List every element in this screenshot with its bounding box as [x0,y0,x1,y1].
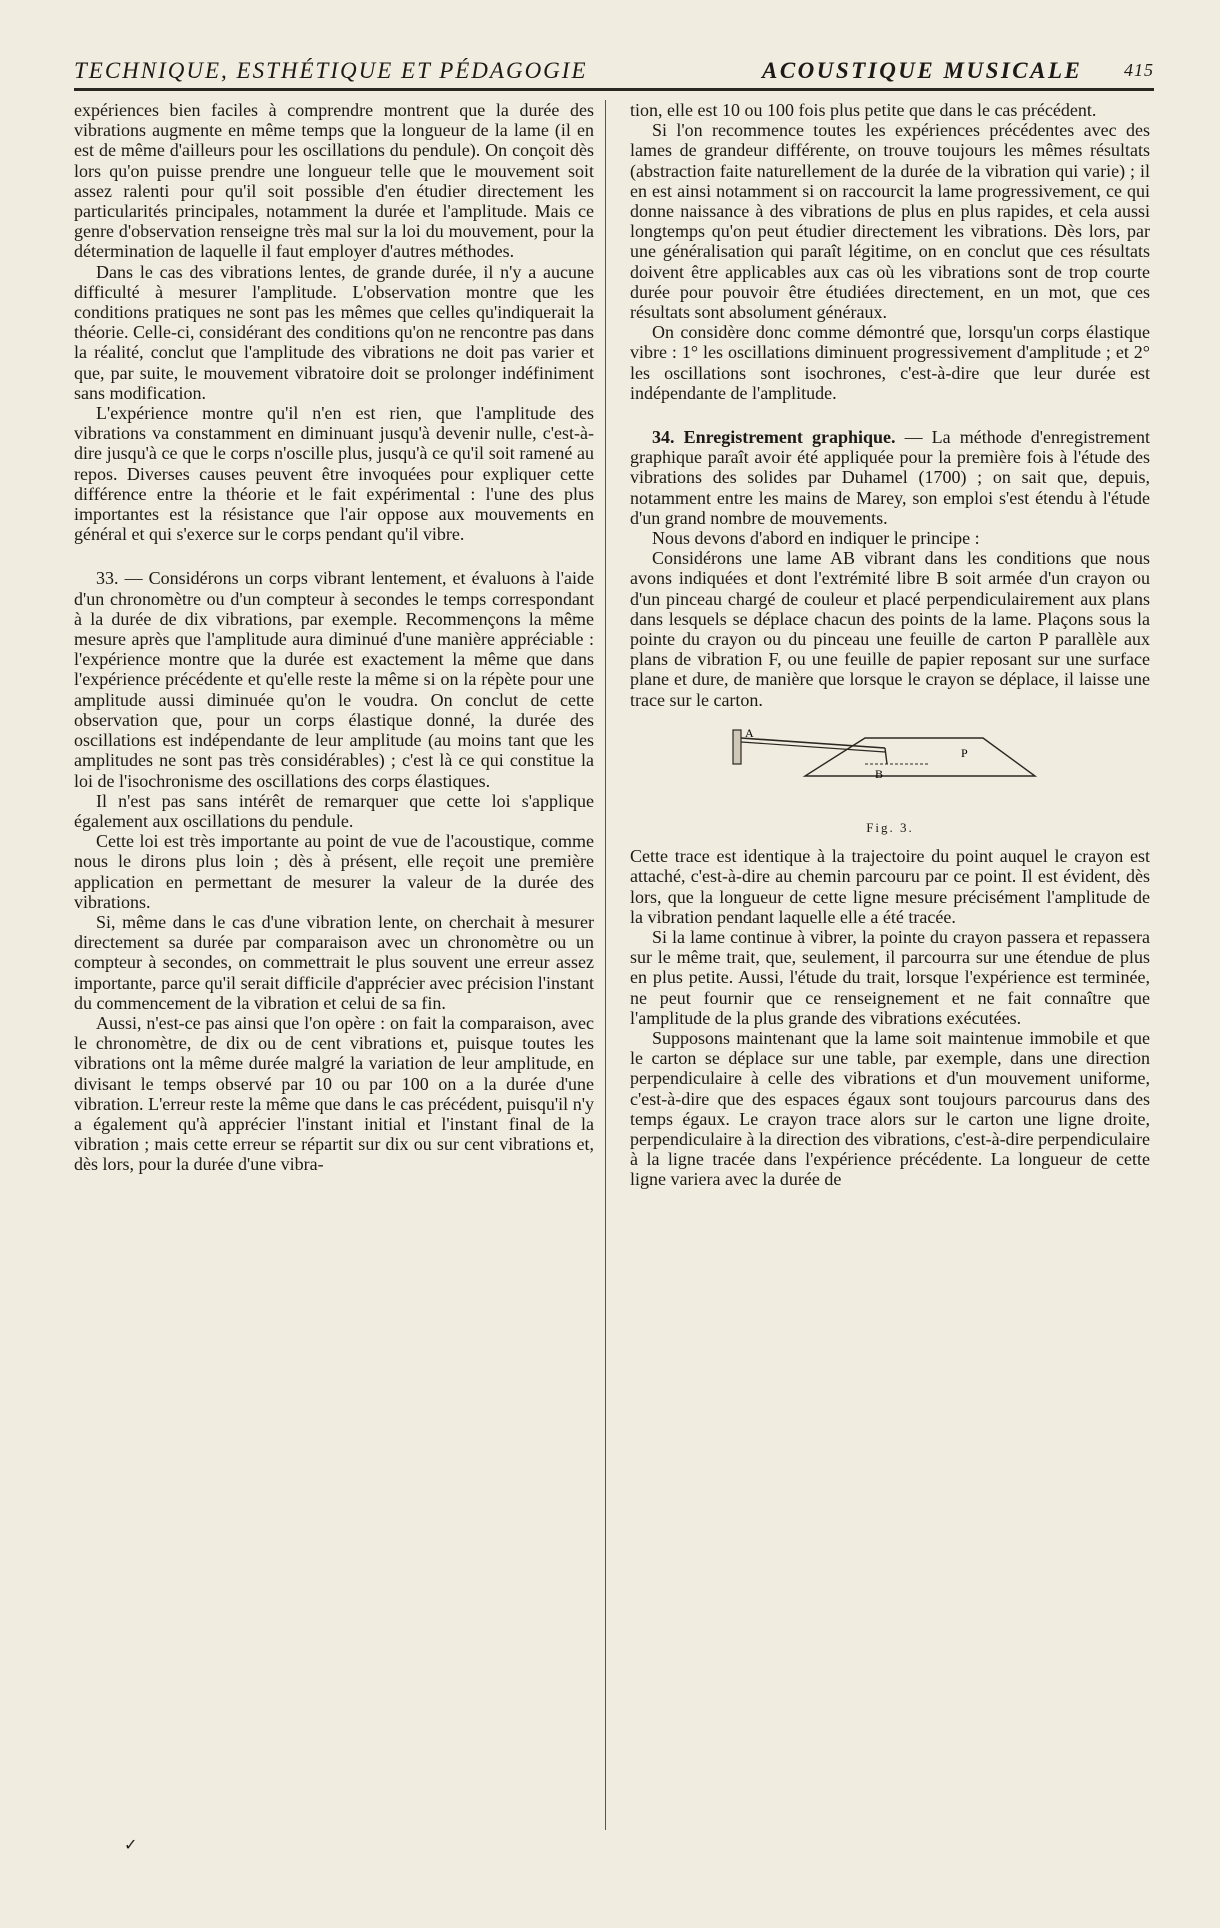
running-header [74,52,1154,91]
section-heading: 34. Enregistrement graphique. [652,427,896,448]
lame-carton-diagram [725,724,1055,814]
paragraph: Il n'est pas sans intérêt de remarquer que cette loi s'applique également aux oscillations du pendule. [74,790,594,831]
right-column [630,100,1150,1190]
clamp-block [733,730,741,764]
paragraph: Dans le cas des vibrations lentes, de grande durée, il n'y a aucune difficulté à mesurer l'amplitude. L'observation montre que les conditions pratiques ne sont pas les mêmes que celles qu'indiquerait la théorie. Celle-ci, considérant des conditions qu'on ne rencontre pas dans la réalité, conclut que l'amplitude des vibrations ne doit pas varier et que, par suite, le mouvement vibratoire doit se prolonger indéfiniment sans modification. [74,261,594,403]
paragraph: expériences bien faciles à comprendre montrent que la durée des vibrations augmente en même temps que la longueur de la lame (il en est de même d'ailleurs pour les oscillations du pendule). On conçoit dès lors qu'on puisse prendre une longueur telle que le mouvement soit assez ralenti pour qu'il soit possible d'en étudier directement les particularités principales, notamment la durée et l'amplitude. Mais ce genre d'observation renseigne très mal sur la loi du mouvement, pour la détermination de laquelle il faut employer d'autres méthodes. [74,100,594,262]
paragraph: Nous devons d'abord en indiquer le principe : [652,528,980,549]
crayon [885,748,887,764]
paragraph: Si la lame continue à vibrer, la pointe du crayon passera et repassera sur le même trait, que, seulement, il parcourra sur une étendue de plus en plus petite. Aussi, l'étude du trait, lorsque l'expérience est terminée, ne peut fournir que ce renseignement et ne fait connaître que l'amplitude de la plus grande des vibrations exécutées. [630,926,1150,1028]
header-left-title: TECHNIQUE, ESTHÉTIQUE ET PÉDAGOGIE [74,58,588,83]
section-number: 33. [96,568,119,589]
carton-p [805,738,1035,776]
paragraph: Si l'on recommence toutes les expériences précédentes avec des lames de grandeur différente, on trouve toujours les mêmes résultats (abstraction faite naturellement de la durée de la vibration qui varie) ; il en est ainsi notamment si on raccourcit la lame progressivement, ce qui donne naissance à des vibrations de plus en plus rapides, et cela aussi longtemps qu'on peut étudier directement les vibrations. Dès lors, par une généralisation qui paraît légitime, on en conclut que ces résultats doivent être applicables aux cas où les vibrations sont de trop courte durée pour pouvoir être étudiées directement, en un mot, que ces résultats sont absolument généraux. [630,120,1150,323]
paragraph: Cette loi est très importante au point de vue de l'acoustique, comme nous le dirons plus loin ; dès à présent, elle reçoit une première application en permettant de mesurer la valeur de la durée des vibrations. [74,831,594,912]
figure-caption: Fig. 3. [866,819,914,835]
section-text: — Considérons un corps vibrant lentement, et évaluons à l'aide d'un chronomètre ou d'un compteur à secondes le temps correspondant à la durée de dix vibrations, par exemple. Recommençons la même mesure après que l'amplitude aura diminué d'une manière appréciable : l'expérience montre que la durée est exactement la même que dans l'expérience précédente et qu'elle reste la même si on la répète pour une amplitude aussi diminuée qu'on le voudra. On conclut de cette observation que, pour un corps élastique donné, la durée des oscillations est indépendante de leur amplitude (au moins tant que les amplitudes ne sont pas très considérables) ; c'est là ce qui constitue la loi de l'isochronisme des oscillations des corps élastiques. [74,568,594,791]
paragraph: Supposons maintenant que la lame soit maintenue immobile et que le carton se déplace sur une table, par exemple, dans une direction perpendiculaire à celle des vibrations et d'un mouvement uniforme, c'est-à-dire que des espaces égaux sont toujours parcourus dans des temps égaux. Le crayon trace alors sur le carton une ligne droite, perpendiculaire à la direction des vibrations, c'est-à-dire perpendiculaire à la ligne tracée dans l'expérience précédente. La longueur de cette ligne variera avec la durée de [630,1027,1151,1190]
paragraph: Cette trace est identique à la trajectoire du point auquel le crayon est attaché, c'est-à-dire au chemin parcouru par ce point. Il est évident, dès lors, que la longueur de cette ligne mesure précisément l'amplitude de la vibration pendant laquelle elle a été tracée. [630,846,1150,927]
section-34-paragraph [630,427,1150,528]
section-33-paragraph [74,568,594,790]
paragraph: On considère donc comme démontré que, lorsqu'un corps élastique vibre : 1° les oscillations diminuent progressivement d'amplitude ; et 2° les oscillations sont isochrones, c'est-à-dire que leur durée est indépendante de l'amplitude. [630,322,1150,403]
section-text: — La méthode d'enregistrement graphique paraît avoir été appliquée pour la première fois à l'étude des vibrations des solides par Duhamel (1700) ; on sait que, depuis, notamment entre les mains de Marey, son emploi s'est étendu à l'étude d'un grand nombre de mouvements. [630,427,1150,528]
column-divider [605,100,606,1830]
footer-mark: ✓ [124,1837,138,1854]
paragraph: Si, même dans le cas d'une vibration lente, on cherchait à mesurer directement sa durée par comparaison avec un chronomètre ou un compteur à secondes, on commettrait le plus souvent une erreur assez importante, parce qu'il serait difficile d'apprécier avec précision l'instant du commencement de la vibration et celui de sa fin. [74,911,594,1013]
paragraph: tion, elle est 10 ou 100 fois plus petite que dans le cas précédent. [630,100,1097,120]
label-a: A [745,725,754,740]
figure-3 [630,724,1150,838]
page-number: 415 [1124,60,1154,80]
paragraph: Aussi, n'est-ce pas ainsi que l'on opère : on fait la comparaison, avec le chronomètre, de dix ou de cent vibrations et, puisque toutes les vibrations ont la même durée malgré la variation de leur amplitude, en divisant le temps observé par 10 ou par 100 on a la durée d'une vibration. L'erreur reste la même que dans le cas précédent, puisqu'il n'y a également qu'à apprécier l'instant initial et l'instant final de la vibration ; mais cette erreur se répartit sur dix ou sur cent vibrations et, dès lors, pour la durée d'une vibra- [74,1012,594,1175]
header-right-title: ACOUSTIQUE MUSICALE [762,58,1083,83]
label-b: B [875,766,884,781]
left-column [74,100,594,1175]
paragraph: L'expérience montre qu'il n'en est rien, que l'amplitude des vibrations va constamment en diminuant jusqu'à devenir nulle, c'est-à-dire jusqu'à ce que le corps n'oscille plus, jusqu'à ce qu'il soit ramené au repos. Diverses causes peuvent être invoquées pour expliquer cette différence entre la théorie et le fait expérimental : l'une des plus importantes est la résistance que l'air oppose aux mouvements en général et qui s'exerce sur le corps pendant qu'il vibre. [74,403,594,545]
paragraph: Considérons une lame AB vibrant dans les conditions que nous avons indiquées et dont l'extrémité libre B soit armée d'un crayon ou d'un pinceau chargé de couleur et placé perpendiculairement aux plans dans lesquels se déplace chacun des points de la lame. Plaçons sous la pointe du crayon ou du pinceau une feuille de carton P parallèle aux plans de vibration F, ou une feuille de papier reposant sur une surface plane et dure, de manière que lorsque le crayon se déplace, il laisse une trace sur le carton. [630,548,1150,710]
label-p: P [961,745,968,760]
